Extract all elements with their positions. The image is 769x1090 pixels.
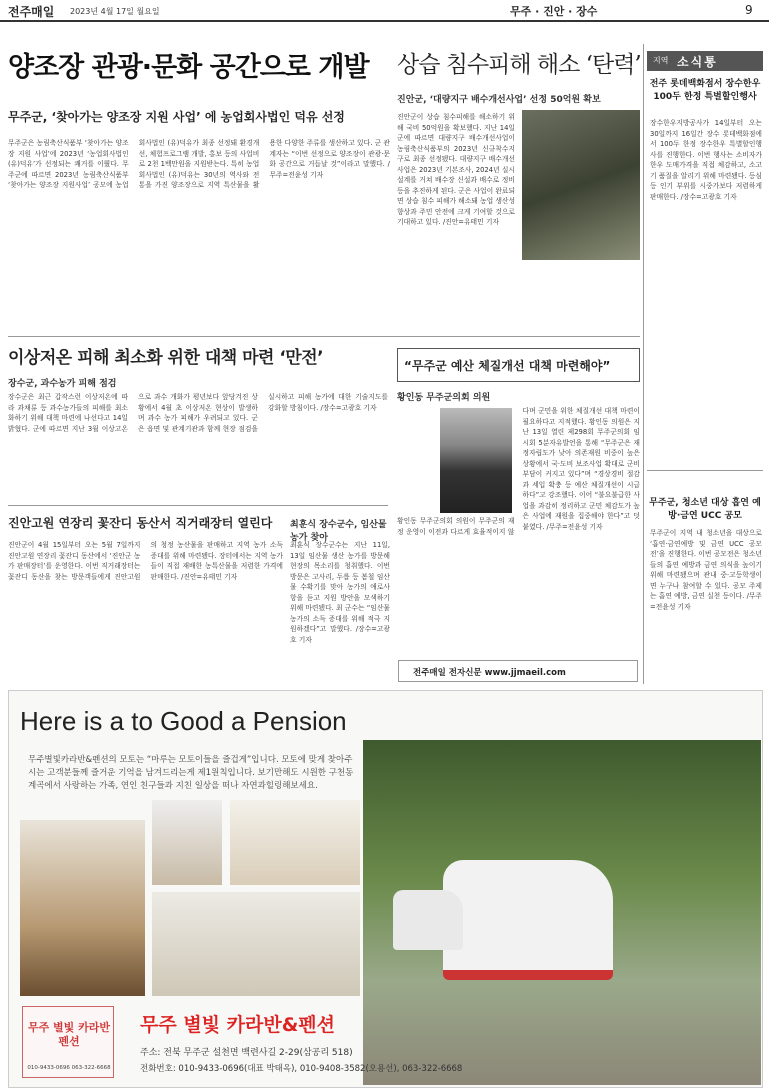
portrait-spacer <box>397 406 517 516</box>
side-title: 소식통 <box>677 55 718 69</box>
side-label: 지역 <box>653 56 669 65</box>
divider <box>8 505 388 506</box>
pension-logo <box>22 1006 114 1078</box>
flood-headline: 상습 침수피해 해소 ‘탄력’ <box>397 52 641 78</box>
flood-subhead: 진안군, ‘대량지구 배수개선사업’ 선정 50억원 확보 <box>397 95 601 105</box>
masthead <box>0 0 769 22</box>
divider <box>647 470 763 471</box>
ad-description: 무주별빛카라반&펜션의 모토는 “마루는 모토이들을 즐겁게”입니다. 모토에 맞게 찾아주시는 고객분들께 즐거운 기억을 남겨드리는게 제1원칙입니다. 보기만해도 시원한 구천동계곡에서 사랑하는 가족, 연인 친구들과 지친 일상을 떠나 자연과힐링해보세요. <box>28 755 354 791</box>
ad-photo-kitchen <box>152 892 360 996</box>
newspaper-logo: 전주매일 <box>8 5 55 19</box>
opinion-headline: “무주군 예산 체질개선 대책 마련해야” <box>404 359 611 373</box>
flood-body-cont <box>522 266 640 334</box>
jangsu-headline: 이상저온 피해 최소화 위한 대책 마련 ‘만전’ <box>8 348 324 368</box>
side-item-body: 무주군이 지역 내 청소년을 대상으로 ‘흡연·금연예방 및 금연 UCC 공모전’을 진행한다. 이번 공모전은 청소년들의 흡연 예방과 금연 의식을 높이기 위해 마련됐으며 관내 중·고등학생이면 누구나 참여할 수 있다. 공모 주제는 흡연 예방, 금연 실천 등이다. /무주=전윤성 기자 <box>650 529 762 611</box>
jangsu-subhead: 장수군, 과수농가 피해 점검 <box>8 379 117 389</box>
page-number: 9 <box>745 3 753 17</box>
pension-name: 무주 별빛 카라반&펜션 <box>140 1014 335 1036</box>
opinion-body-text <box>397 406 640 656</box>
column-rule <box>643 44 644 684</box>
pension-phone: 전화번호: 010-9433-0696(대표 박태옥), 010-9408-3582(오용선), 063-322-6668 <box>140 1064 463 1074</box>
side-item-headline: 무주군, 청소년 대상 흡연 예방·금연 UCC 공모 <box>649 498 761 521</box>
flood-photo <box>522 110 640 260</box>
logo-phone: 010-9433-0696 063-322-6668 <box>27 1065 111 1071</box>
jangsu-forest-headline: 최훈식 장수군수, 임산물 농가 찾아 <box>290 520 387 543</box>
pension-address: 주소: 전북 무주군 설천면 백련사길 2-29(삼공리 518) <box>140 1048 353 1058</box>
ad-photo-caravans <box>363 740 761 1085</box>
jangsu-body: 장수군은 최근 갑작스런 이상저온에 따라 과채류 등 과수농가들의 피해를 최소화하기 위해 대책 마련에 나선다고 14일 밝혔다. 군에 따르면 지난 3월 이상고온으로 과수 개화가 평년보다 앞당겨진 상황에서 4월 초 이상저온 현상이 발생하며 과수 농가 피해가 우려되고 있다. 군은 읍면 및 관계기관과 함께 현장 점검을 실시하고 피해 농가에 대한 기술지도를 강화할 방침이다. /장수=고광호 기자 <box>8 393 388 433</box>
caravan-shape <box>393 890 463 950</box>
jangsu-forest-body: 최훈식 장수군수는 지난 11일, 13일 임산물 생산 농가를 방문해 현장의 목소리를 청취했다. 이번 방문은 고사리, 두릅 등 봄철 임산물 수확기를 맞아 농가의 애로사항을 듣고 지원 방안을 모색하기 위해 마련됐다. 최 군수는 “임산물 농가의 소득 증대를 위해 적극 지원하겠다”고 말했다. /장수=고광호 기자 <box>290 541 390 644</box>
lead-subhead: 무주군, ‘찾아가는 양조장 지원 사업’ 에 농업회사법인 덕유 선정 <box>8 110 345 124</box>
side-item-headline: 전주 롯데백화점서 장수한우 100두 한정 특별할인행사 <box>649 79 761 102</box>
ad-photo-deck <box>20 820 145 996</box>
ad-title: Here is a to Good a Pension <box>20 706 347 736</box>
opinion-headline-box <box>397 348 640 382</box>
logo-text: 무주 별빛 카라반 펜션 <box>27 1021 111 1048</box>
e-paper-link[interactable]: 전주매일 전자신문 www.jjmaeil.com <box>413 668 566 678</box>
section-name: 무주 · 진안 · 장수 <box>510 5 598 18</box>
caravan-shape <box>443 860 613 980</box>
ad-photo-interior <box>230 800 360 885</box>
flood-body: 진안군이 상습 침수피해를 해소하기 위해 국비 50억원을 확보했다. 지난 14일 군에 따르면 대량지구 배수개선사업이 농림축산식품부의 2023년 신규착수지구로 최종 선정됐다. 대량지구 배수개선사업은 2023년 기본조사, 2024년 실시설계를 거쳐 배수장 신설과 배수로 정비 등을 추진하게 된다. 군은 사업이 완료되면 상습 침수 피해가 해소돼 농업 생산성 향상과 주민 안전에 크게 기여할 것으로 기대하고 있다. /진안=유태민 기자 <box>397 113 515 226</box>
issue-date: 2023년 4월 17일 월요일 <box>70 7 160 16</box>
e-paper-footer <box>398 660 638 682</box>
divider <box>8 336 640 337</box>
lead-headline: 양조장 관광·문화 공간으로 개발 <box>8 52 369 83</box>
side-item-body: 장수한우지방공사가 14일부터 오는 30일까지 16일간 장수 롯데백화점에서 100두 한정 장수한우 특별할인행사를 진행한다. 이번 행사는 소비자가 한우 도매가격을 직접 체감하고, 소고기 품질을 알리기 위해 마련됐다. 등심 등 인기 부위를 시중가보다 저렴하게 판매한다. /장수=고광호 기자 <box>650 119 762 201</box>
jinan-market-headline: 진안고원 연장리 꽃잔디 동산서 직거래장터 열린다 <box>8 516 273 530</box>
ad-photo-room <box>152 800 222 885</box>
side-header <box>647 51 763 71</box>
jinan-market-body: 진안군이 4월 15일부터 오는 5월 7일까지 진안고원 연장리 꽃잔디 동산에서 ‘진안군 농가 판매장터’를 운영한다. 이번 직거래장터는 꽃잔디 동산을 찾는 방문객들에게 진안고원의 청정 농산물을 판매하고 지역 농가 소득 증대를 위해 마련됐다. 장터에서는 지역 농가들이 직접 재배한 농특산물을 저렴한 가격에 판매한다. /진안=유태민 기자 <box>8 541 283 581</box>
opinion-body-span: 황인동 무주군의회 의원이 무주군의 재정 운영이 이전과 다르게 효율적이지 않다며 군민을 위한 체질개선 대책 마련이 필요하다고 지적했다. 황인동 의원은 지난 13일 열린 제298회 무주군의회 임시회 5분자유발언을 통해 “무주군은 재정자립도가 낮아 의존재원 비중이 높은 상황에서 국·도비 보조사업 확대로 군비 부담이 커지고 있다”며 “경상경비 절감과 세입 확충 등 예산 체질개선이 시급하다”고 강조했다. 이어 “불요불급한 사업을 과감히 정리하고 군민 체감도가 높은 사업에 재원을 집중해야 한다”고 덧붙였다. /무주=전윤성 기자 <box>397 407 640 536</box>
opinion-byline: 황인동 무주군의회 의원 <box>397 393 491 403</box>
lead-body: 무주군은 농림축산식품부 ‘찾아가는 양조장 지원 사업’에 2023년 ‘농업회사법인 (유)덕유’가 선정되는 쾌거를 이뤘다. 무주군에 따르면 2023년 농림축산식품부 ‘찾아가는 양조장 지원사업’ 공모에 농업회사법인 (유)덕유가 최종 선정돼 환경개선, 체험프로그램 개발, 홍보 등의 사업비로 2천 1백만원을 지원받는다. 특히 농업회사법인 (유)덕유는 30년의 역사와 전통을 가진 양조장으로 지역 특산물을 활용한 다양한 주류를 생산하고 있다. 군 관계자는 “이번 선정으로 양조장이 관광·문화 공간으로 거듭날 것”이라고 말했다. /무주=전윤성 기자 <box>8 139 390 189</box>
